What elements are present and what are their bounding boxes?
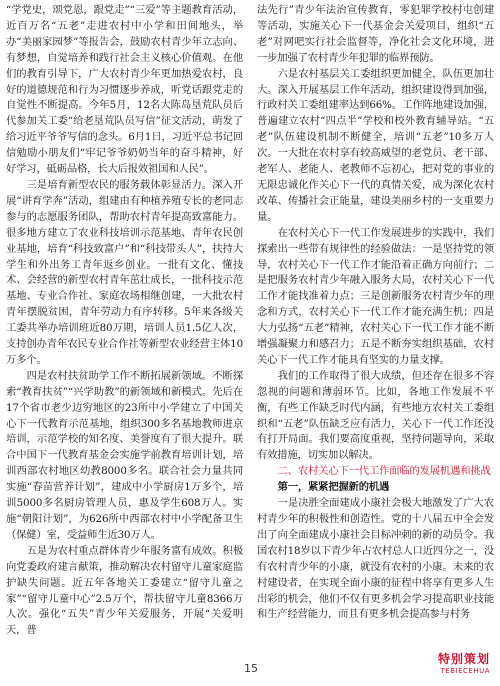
paragraph: “学党史，颂党恩，跟党走”“三爱”等主题教育活动，近百万名“五老”走进农村中小学和田间地头，举办“美丽家园梦”等报告会，鼓励农村青少年立志向、有梦想，自觉培养和践行社会主义核心价值观。在他们的教育引导下，广大农村青少年更加热爱农村，良好的道德规范和行为习惯逐步养成，听党话跟党走的自觉性不断提高。今年5月，12名大陈岛垦荒队员后代参加关工委“给老垦荒队员写信”征文活动，萌发了给习近平爷爷写信的念头。6月1日，习近平总书记回信勉励小朋友们“牢记爷爷奶奶当年的奋斗精神，好好学习，砥砺品格，长大后报效祖国和人民”。 <box>6 4 243 176</box>
paragraph: 五是为农村重点群体青少年服务富有成效。积极向党委政府建言献策，推动解决农村留守儿童家庭监护缺失问题。近五年各地关工委建立“留守儿童之家”“留守儿童中心”2.5万个，帮扶留守儿童8366万人次。强化“五失”青少年关爱服务，开展“关爱明天，普 <box>6 544 243 637</box>
section-tag-subtitle: TEBIECEHUA <box>440 667 490 675</box>
paragraph: 三是培育新型农民的服务载体彰显活力。深入开展“讲育学奔”活动，组建由有种植养殖专长的老同志参与的志愿服务团队，帮助农村青年提高致富能力。很多地方建立了农业科技培训示范基地、青年农民创业基地，培育“科技致富户”和“科技带头人”，扶持大学生和外出务工青年返乡创业。一批有文化、懂技术、会经营的新型农村青年茁壮成长，一批科技示范基地、专业合作社、家庭农场相继创建，一大批农村青年摆脱贫困，青年劳动力有序转移。5年来各级关工委共举办培训班近80万期，培训人员1.5亿人次，支持创办青年农民专业合作社等新型农业经营主体10万多个。 <box>6 178 243 366</box>
right-column <box>257 3 494 623</box>
subsection-heading: 第一，紧紧把握新的机遇 <box>277 481 390 494</box>
paragraph: 六是农村基层关工委组织更加健全，队伍更加壮大。深入开展基层工作年活动，组织建设得到加强，行政村关工委组建率达到66%。工作阵地建设加强，普遍建立农村“四点半”学校和校外教育辅导站。“五老”队伍建设机制不断健全，培训“五老”10多万人次。一大批在农村享有较高威望的老党员、老干部、老军人、老能人、老教师不忘初心，把对党的事业的无限忠诚化作关心下一代的真情关爱，成为深化农村改革、传播社会正能量，建设美丽乡村的一支重要力量。 <box>257 67 494 223</box>
paragraph: 一是决胜全面建成小康社会极大地激发了广大农村青少年的积极性和创造性。党的十八届五中全会发出了向全面建成小康社会目标冲刺的新的动员令。我国农村18岁以下青少年占农村总人口近四分之一，没有农村青少年的小康，就没有农村的小康。未来的农村建设者，在实现全面小康的征程中将享有更多人生出彩的机会，他们不仅有更多机会学习提高职业技能和生产经营能力，而且有更多机会提高参与村务 <box>257 497 494 621</box>
paragraph: 法先行”青少年法治宣传教育，零犯罪学校村屯创建等活动，实施关心下一代基金会关爱项目，组织“五老”对网吧实行社会监督等，净化社会文化环境，进一步加强了农村青少年犯罪的临界预防。 <box>257 4 494 64</box>
section-tag-title: 特别策划 <box>437 652 490 666</box>
left-column <box>6 3 243 639</box>
section-heading: 二、农村关心下一代工作面临的发展机遇和挑战 <box>277 465 491 478</box>
section-tag <box>438 650 490 675</box>
paragraph: 四是农村扶贫助学工作不断拓展新领域。不断探索“教育扶贫”“兴学助教”的新领域和新模式。先后在17个省市老少边穷地区的23所中小学建立了中国关心下一代教育示范基地，组织300多名基地教师进京培训，示范学校的知名度、美誉度有了很大提升。联合中国下一代教育基金会实施学前教育培训计划，培训西部农村地区幼教8000多名。联合社会力量共同实施“春苗营养计划”，建成中小学厨房1万多个，培训5000多名厨房管理人员，惠及学生608万人。实施“朝阳计划”，为626所中西部农村中小学配备卫生（保健）室，受益师生近30万人。 <box>6 369 243 541</box>
paragraph: 我们的工作取得了很大成绩，但还存在很多不容忽视的问题和薄弱环节。比如，各地工作发展不平衡，有些工作缺乏时代内涵，有些地方农村关工委组织和“五老”队伍缺乏应有活力，关心下一代工作还没有打开局面。我们要高度重视，坚持问题导向，采取有效措施，切实加以解决。 <box>257 369 494 462</box>
page-number: 15 <box>244 662 258 675</box>
paragraph: 在农村关心下一代工作发展进步的实践中，我们探索出一些带有规律性的经验做法：一是坚持党的领导，农村关心下一代工作才能沿着正确方向前行；二是把服务农村青少年融入服务大局，农村关心下一代工作才能找准着力点；三是创新服务农村青少年的理念和方式，农村关心下一代工作才能充满生机；四是大力弘扬“五老”精神，农村关心下一代工作才能不断增强凝聚力和感召力；五是不断夯实组织基础，农村关心下一代工作才能具有坚实的力量支撑。 <box>257 226 494 366</box>
